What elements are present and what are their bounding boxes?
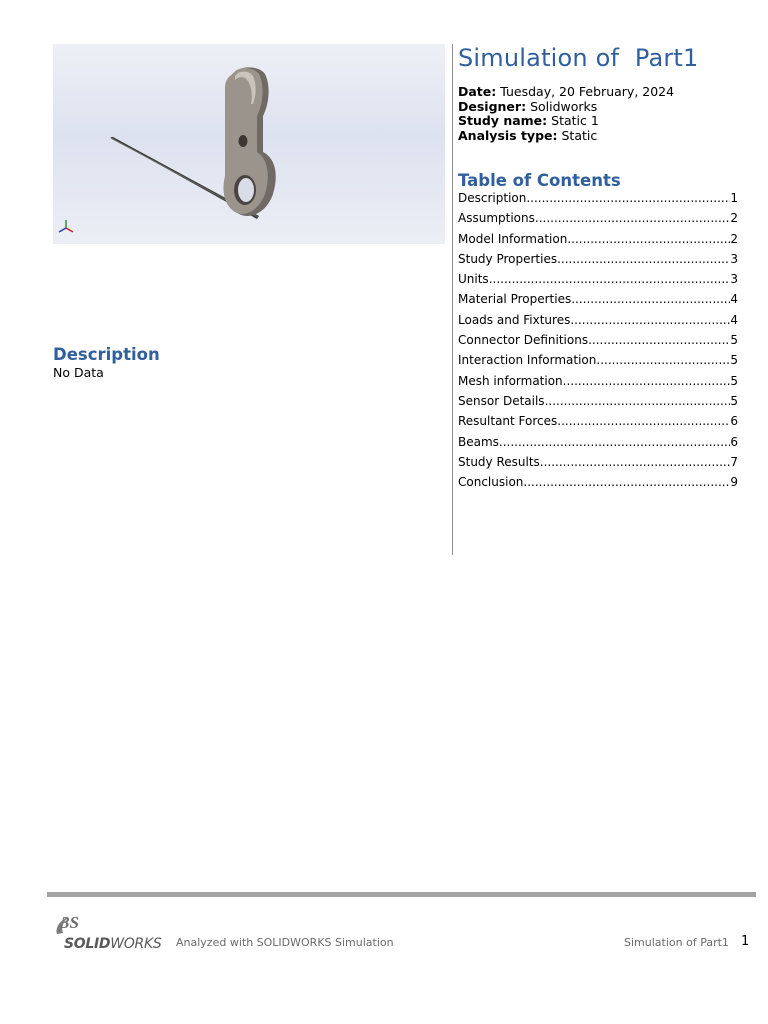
toc-item[interactable]: [458, 353, 738, 373]
toc-item-title: Assumptions: [458, 211, 535, 226]
solidworks-wordmark: [64, 936, 161, 952]
toc-item[interactable]: [458, 435, 738, 455]
toc-leader-dots: [596, 353, 730, 367]
column-divider: [452, 44, 453, 555]
toc-item[interactable]: [458, 333, 738, 353]
toc-leader-dots: [557, 252, 730, 266]
toc-item-page: 4: [730, 312, 738, 327]
toc-item[interactable]: [458, 475, 738, 495]
toc-item-title: Connector Definitions: [458, 333, 589, 348]
meta-study-row: [458, 114, 674, 129]
meta-study-value: Static 1: [551, 113, 599, 128]
toc-leader-dots: [570, 313, 730, 327]
toc-leader-dots: [489, 272, 731, 286]
toc-item[interactable]: [458, 232, 738, 252]
toc-item-page: 2: [730, 211, 738, 226]
toc-leader-dots: [563, 374, 731, 388]
toc-item[interactable]: [458, 455, 738, 475]
toc-leader-dots: [526, 191, 730, 205]
toc-item-page: 5: [730, 393, 738, 408]
model-preview-image: [53, 44, 445, 244]
toc-leader-dots: [499, 435, 730, 449]
footer-report-name: Simulation of Part1: [624, 936, 729, 949]
toc-leader-dots: [571, 292, 730, 306]
footer-analyzed-text: Analyzed with SOLIDWORKS Simulation: [176, 936, 394, 949]
toc-item-title: Resultant Forces: [458, 414, 558, 429]
report-meta: [458, 85, 674, 143]
page-number: 1: [741, 934, 750, 949]
description-heading: Description: [53, 345, 160, 364]
toc-item-page: 6: [730, 414, 738, 429]
toc-item-page: 1: [730, 191, 738, 205]
toc-item-page: 5: [730, 373, 738, 388]
toc-item-page: 3: [730, 272, 738, 287]
toc-item-page: 6: [730, 434, 738, 449]
toc-leader-dots: [523, 475, 730, 489]
meta-designer-value: Solidworks: [530, 98, 598, 114]
toc-item-title: Study Results: [458, 454, 540, 469]
toc-leader-dots: [557, 414, 730, 428]
meta-designer-label: Designer:: [458, 98, 527, 114]
toc-item-title: Loads and Fixtures: [458, 312, 571, 327]
table-of-contents: [458, 191, 738, 495]
meta-date-label: Date:: [458, 84, 497, 99]
toc-item-page: 9: [730, 475, 738, 490]
toc-item[interactable]: [458, 374, 738, 394]
toc-leader-dots: [567, 232, 730, 246]
toc-item[interactable]: [458, 211, 738, 231]
toc-item[interactable]: [458, 394, 738, 414]
toc-item-page: 7: [730, 454, 738, 469]
report-title: Simulation of Part1: [458, 44, 699, 72]
toc-leader-dots: [588, 333, 730, 347]
meta-designer-row: [458, 100, 674, 115]
meta-analysis-value: Static: [561, 127, 598, 143]
toc-item[interactable]: [458, 414, 738, 434]
toc-item-title: Material Properties: [458, 292, 572, 307]
toc-item-title: Sensor Details: [458, 393, 545, 408]
toc-item-title: Description: [458, 191, 527, 205]
toc-leader-dots: [540, 455, 731, 469]
toc-item[interactable]: [458, 191, 738, 211]
meta-date-row: [458, 85, 674, 100]
toc-item-title: Model Information: [458, 231, 568, 246]
axis-triad-icon: [56, 217, 76, 237]
toc-item-page: 5: [730, 333, 738, 348]
toc-leader-dots: [535, 211, 730, 225]
meta-analysis-label: Analysis type:: [458, 127, 558, 143]
footer-rule: [47, 892, 756, 897]
meta-study-label: Study name:: [458, 113, 548, 128]
wordmark-bold: SOLID: [64, 936, 111, 952]
toc-item[interactable]: [458, 272, 738, 292]
toc-item-title: Units: [458, 272, 489, 287]
meta-analysis-row: [458, 129, 674, 144]
description-text: No Data: [53, 365, 104, 380]
toc-item-title: Mesh information: [458, 373, 563, 388]
toc-item-page: 3: [730, 251, 738, 266]
meta-date-value: Tuesday, 20 February, 2024: [500, 84, 675, 99]
toc-item[interactable]: [458, 252, 738, 272]
toc-heading: Table of Contents: [458, 171, 621, 190]
toc-item-page: 2: [730, 231, 738, 246]
toc-item-title: Interaction Information: [458, 353, 597, 368]
toc-item-title: Study Properties: [458, 251, 558, 266]
toc-item-title: Beams: [458, 434, 499, 449]
toc-leader-dots: [545, 394, 731, 408]
toc-item-page: 4: [730, 292, 738, 307]
svg-text:3S: 3S: [61, 913, 79, 932]
wordmark-light: WORKS: [110, 936, 162, 952]
toc-item-page: 5: [730, 353, 738, 368]
toc-item-title: Conclusion: [458, 475, 524, 490]
toc-item[interactable]: [458, 292, 738, 312]
toc-item[interactable]: [458, 313, 738, 333]
